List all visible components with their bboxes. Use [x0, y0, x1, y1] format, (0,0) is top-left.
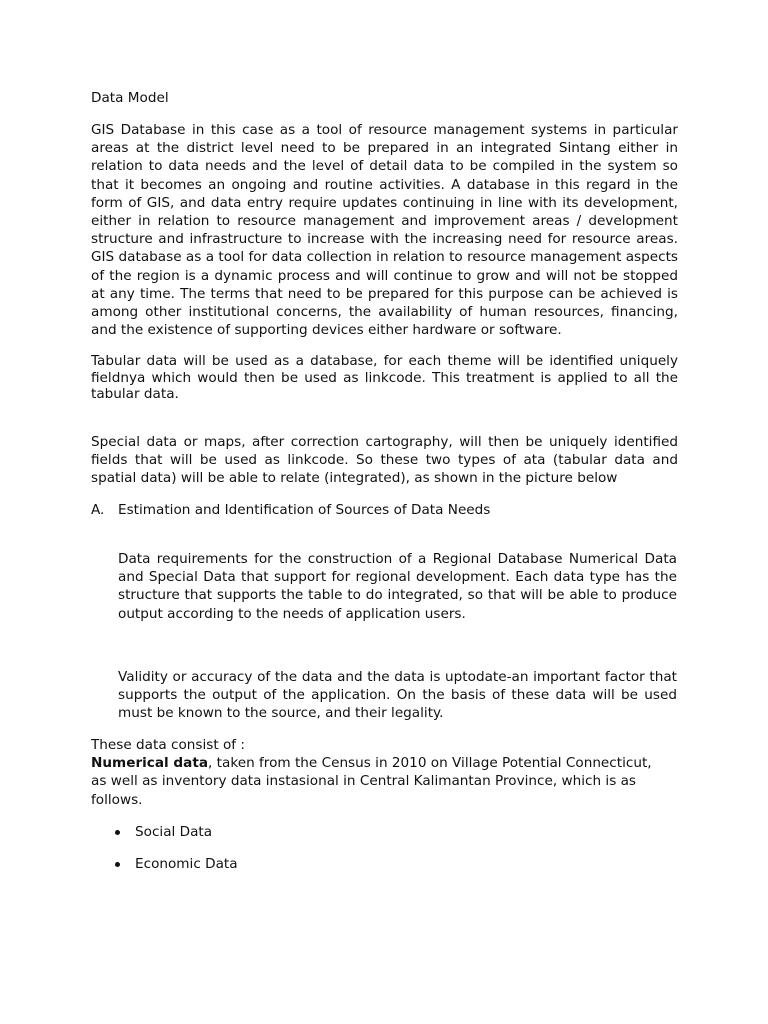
paragraph-validity: Validity or accuracy of the data and the data is uptodate-an important factor that supports the output of the application. On the basis of these data will be used must be known to the source, and their legality.	[118, 669, 677, 722]
section-a-letter: A.	[91, 502, 105, 518]
data-consist-intro: These data consist of :	[91, 737, 245, 753]
list-item-label: Economic Data	[135, 856, 238, 873]
numerical-data-label: Numerical data	[91, 755, 209, 772]
paragraph-special-data: Special data or maps, after correction cartography, will then be uniquely identified fields that will be used as linkcode. So these two types of ata (tabular data and spatial data) will be able to relate (integrated), as shown in the picture below	[91, 434, 678, 487]
document-title: Data Model	[91, 90, 169, 106]
numerical-data-text	[91, 754, 671, 809]
paragraph-gis-database: GIS Database in this case as a tool of resource management systems in particular areas at the district level need to be prepared in an integrated Sintang either in relation to data needs and the level of detail data to be compiled in the system so that it becomes an ongoing and routine activities. A database in this regard in the form of GIS, and data entry require updates continuing in line with its development, either in relation to resource management and improvement areas / development structure and infrastructure to increase with the increasing need for resource areas. GIS database as a tool for data collection in relation to resource management aspects of the region is a dynamic process and will continue to grow and will not be stopped at any time. The terms that need to be prepared for this purpose can be achieved is among other institutional concerns, the availability of human resources, financing, and the existence of supporting devices either hardware or software.	[91, 122, 678, 339]
paragraph-tabular-data: Tabular data will be used as a database, for each theme will be identified uniquely fieldnya which would then be used as linkcode. This treatment is applied to all the tabular data.	[91, 353, 678, 403]
paragraph-data-requirements: Data requirements for the construction of a Regional Database Numerical Data and Special Data that support for regional development. Each data type has the structure that supports the table to do integrated, so that will be able to produce output according to the needs of application users.	[118, 551, 677, 622]
list-item-label: Social Data	[135, 824, 213, 840]
paragraph-data-consist	[91, 736, 671, 809]
list-item	[112, 823, 238, 841]
bullet-icon	[115, 862, 120, 867]
section-a-heading	[91, 501, 490, 519]
section-a-title: Estimation and Identification of Sources of Data Needs	[118, 502, 491, 518]
numerical-data-description: , taken from the Census in 2010 on Village Potential Connecticut, as well as inventory data instasional in Central Kalimantan Province, which is as follows.	[91, 755, 652, 808]
list-item	[112, 855, 238, 873]
bullet-icon	[115, 830, 120, 835]
data-type-list	[112, 823, 238, 887]
